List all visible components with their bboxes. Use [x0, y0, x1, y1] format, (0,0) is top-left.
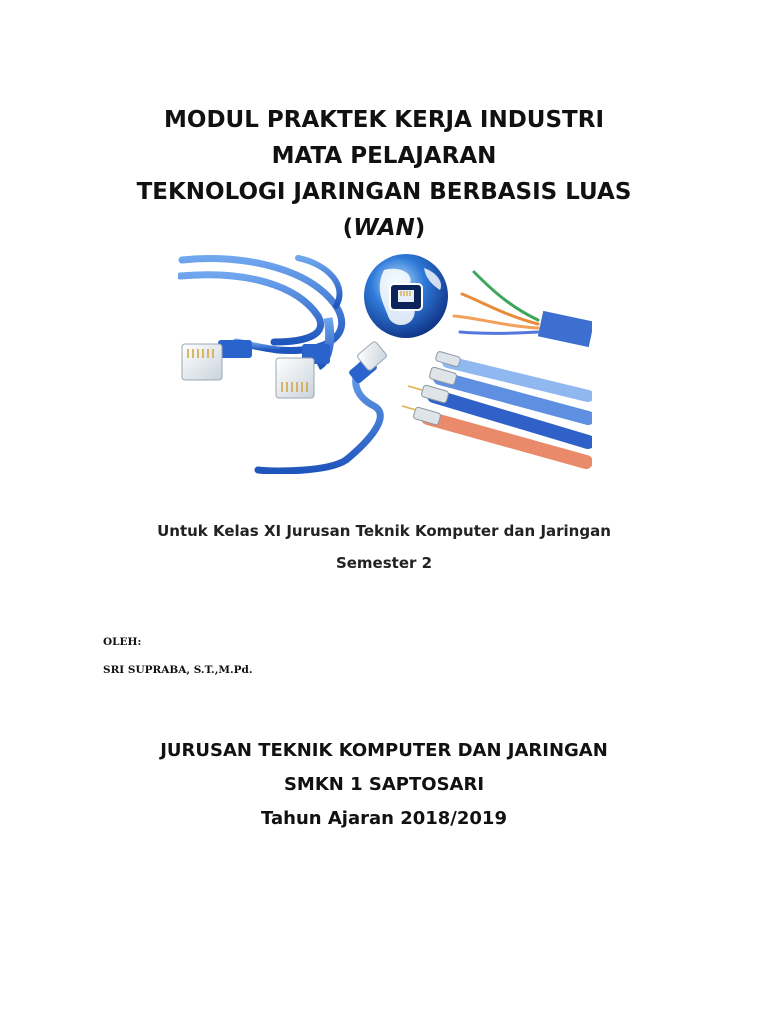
school-name: SMKN 1 SAPTOSARI [283, 774, 485, 795]
patch-cable-coil [180, 258, 342, 351]
author-name: SRI SUPRABA, S.T.,M.Pd. [103, 664, 253, 676]
class-info: Untuk Kelas XI Jurusan Teknik Komputer dan Jaringan [157, 522, 611, 540]
coax-cables [402, 351, 588, 462]
title-line-1: MODUL PRAKTEK KERJA INDUSTRI [164, 107, 604, 133]
document-title [0, 102, 768, 246]
title-paren-open: ( [342, 215, 354, 241]
semester: Semester 2 [335, 554, 433, 572]
department: JURUSAN TEKNIK KOMPUTER DAN JARINGAN [160, 740, 608, 761]
twisted-pair-cable [454, 272, 592, 347]
author-block [103, 628, 253, 684]
author-label: OLEH: [103, 636, 142, 648]
title-wan: WAN [353, 215, 415, 241]
title-line-2: MATA PELAJARAN [271, 143, 497, 169]
title-line-3: TEKNOLOGI JARINGAN BERBASIS LUAS [136, 179, 632, 205]
rj45-plug-left [182, 340, 252, 380]
institution-block [0, 734, 768, 836]
academic-year: Tahun Ajaran 2018/2019 [261, 808, 507, 829]
network-cables-illustration [178, 246, 592, 474]
title-paren-close: ) [414, 215, 426, 241]
globe-icon [364, 254, 448, 338]
title-line-4 [0, 210, 768, 246]
target-audience [0, 515, 768, 579]
